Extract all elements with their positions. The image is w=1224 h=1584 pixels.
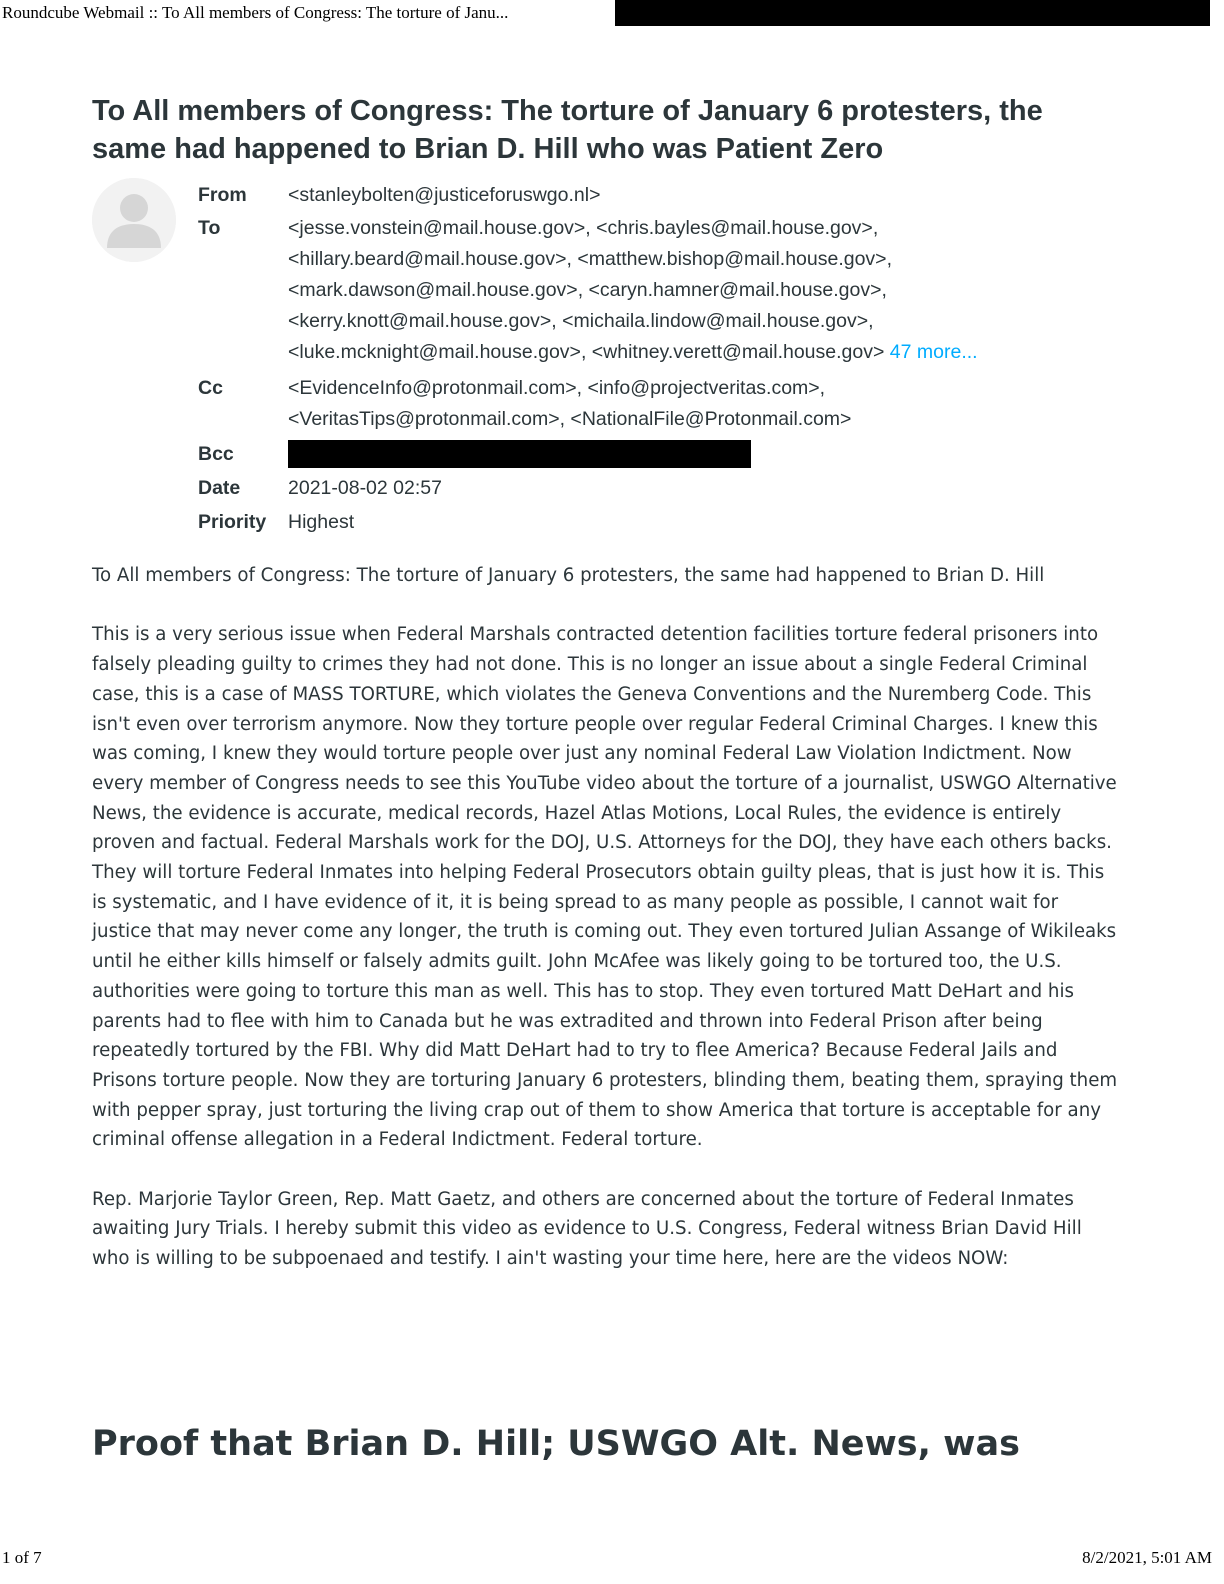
- bcc-label: Bcc: [198, 443, 234, 465]
- priority-label: Priority: [198, 511, 267, 533]
- cc-address-line[interactable]: <VeritasTips@protonmail.com>, <NationalFile@Protonmail.com>: [288, 408, 852, 430]
- header-priority: [198, 507, 1128, 541]
- date-label: Date: [198, 477, 241, 499]
- print-timestamp: 8/2/2021, 5:01 AM: [1082, 1548, 1212, 1567]
- to-address-line[interactable]: <mark.dawson@mail.house.gov>, <caryn.hamner@mail.house.gov>,: [288, 279, 887, 301]
- body-paragraph: This is a very serious issue when Federal Marshals contracted detention facilities torture federal prisoners into falsely pleading guilty to crimes they had not done. This is no longer an issue about a single Federal Criminal case, this is a case of MASS TORTURE, which violates the Geneva Conventions and the Nuremberg Code. This isn't even over terrorism anymore. Now they torture people over regular Federal Criminal Charges. I knew this was coming, I knew they would torture people over just any nominal Federal Law Violation Indictment. Now every member of Congress needs to see this YouTube video about the torture of a journalist, USWGO Alternative News, the evidence is accurate, medical records, Hazel Atlas Motions, Local Rules, the evidence is entirely proven and factual. Federal Marshals work for the DOJ, U.S. Attorneys for the DOJ, they have each others backs. They will torture Federal Inmates into helping Federal Prosecutors obtain guilty pleas, that is just how it is. This is systematic, and I have evidence of it, it is being spread to as many people as possible, I cannot wait for justice that may never come any longer, the truth is coming out. They even tortured Julian Assange of Wikileaks until he either kills himself or falsely admits guilt. John McAfee was likely going to be tortured too, the U.S. authorities were going to torture this man as well. This has to stop. They even tortured Matt DeHart and his parents had to flee with him to Canada but he was extradited and thrown into Federal Prison after being repeatedly tortured by the FBI. Why did Matt DeHart had to try to flee America? Because Federal Jails and Prisons torture people. Now they are torturing January 6 protesters, blinding them, beating them, spraying them with pepper spray, just torturing the living crap out of them to show America that torture is acceptable for any criminal offense allegation in a Federal Indictment. Federal torture.: [92, 624, 1118, 1151]
- body-paragraph: Rep. Marjorie Taylor Green, Rep. Matt Gaetz, and others are concerned about the torture of Federal Inmates awaiting Jury Trials. I hereby submit this video as evidence to U.S. Congress, Federal witness Brian David Hill who is willing to be subpoenaed and testify. I ain't wasting your time here, here are the videos NOW:: [92, 1188, 1082, 1270]
- cc-label: Cc: [198, 377, 223, 399]
- from-address[interactable]: <stanleybolten@justiceforuswgo.nl>: [288, 184, 601, 206]
- print-header: [0, 0, 1224, 28]
- header-date: [198, 473, 1128, 507]
- print-page-title: Roundcube Webmail :: To All members of Congress: The torture of Janu...: [2, 3, 509, 22]
- header-bcc: [198, 439, 1128, 473]
- message-headers: [198, 180, 1128, 541]
- cc-address-line[interactable]: <EvidenceInfo@protonmail.com>, <info@projectveritas.com>,: [288, 377, 826, 399]
- to-address-line[interactable]: <jesse.vonstein@mail.house.gov>, <chris.bayles@mail.house.gov>,: [288, 217, 879, 239]
- print-page-number: 1 of 7: [2, 1548, 42, 1567]
- header-to: [198, 213, 1128, 373]
- header-from: [198, 180, 1128, 213]
- redaction-bar: [615, 0, 1210, 26]
- body-paragraph: To All members of Congress: The torture of January 6 protesters, the same had happened to Brian D. Hill: [92, 565, 1045, 586]
- date-value: 2021-08-02 02:57: [288, 477, 442, 499]
- bcc-redaction: [288, 440, 751, 468]
- message-subject: To All members of Congress: The torture of January 6 protesters, the same had happened to Brian D. Hill who was Patient Zero: [92, 95, 1043, 165]
- video-heading: Proof that Brian D. Hill; USWGO Alt. News, was: [92, 1424, 1020, 1464]
- more-recipients-link[interactable]: 47 more...: [889, 341, 978, 363]
- header-cc: [198, 373, 1128, 439]
- to-label: To: [198, 217, 221, 239]
- to-address-line[interactable]: <kerry.knott@mail.house.gov>, <michaila.lindow@mail.house.gov>,: [288, 310, 874, 332]
- sender-avatar: [92, 178, 176, 262]
- to-address-line[interactable]: <hillary.beard@mail.house.gov>, <matthew.bishop@mail.house.gov>,: [288, 248, 892, 270]
- user-avatar-icon: [92, 178, 176, 262]
- from-label: From: [198, 184, 247, 206]
- to-address-line[interactable]: <luke.mcknight@mail.house.gov>, <whitney.verett@mail.house.gov>: [288, 341, 885, 363]
- priority-value: Highest: [288, 511, 355, 533]
- message-body: [92, 561, 1122, 1304]
